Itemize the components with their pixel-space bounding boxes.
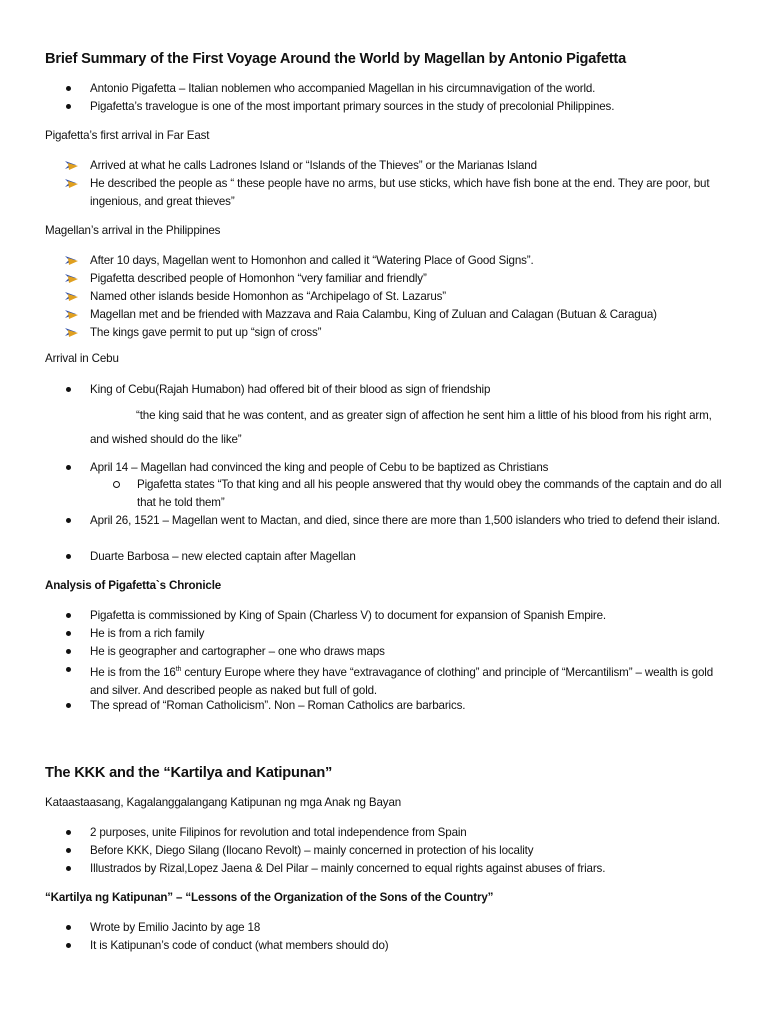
bullet-icon <box>66 649 71 654</box>
arrow-bullet-icon <box>64 254 80 266</box>
sub-bullet-icon <box>113 481 120 488</box>
list-item <box>90 661 720 700</box>
list-item: He is geographer and cartographer – one who draws maps <box>90 645 385 658</box>
list-item: April 26, 1521 – Magellan went to Mactan, and died, since there are more than 1,500 islanders who tried to defend their island. <box>90 514 720 527</box>
bullet-icon <box>66 703 71 708</box>
list-item: Duarte Barbosa – new elected captain after Magellan <box>90 550 356 563</box>
arrow-bullet-icon <box>64 177 80 189</box>
bullet-icon <box>66 830 71 835</box>
list-item-text: century Europe where they have “extravagance of clothing” and principle of “Mercantilism” – wealth is gold and silver. And described people as naked but full of gold. <box>90 665 713 697</box>
list-item: After 10 days, Magellan went to Homonhon and called it “Watering Place of Good Signs”. <box>90 254 534 267</box>
subheading-philippines: Magellan’s arrival in the Philippines <box>45 224 221 237</box>
list-item: April 14 – Magellan had convinced the king and people of Cebu to be baptized as Christians <box>90 461 549 474</box>
arrow-bullet-icon <box>64 290 80 302</box>
list-item: Arrived at what he calls Ladrones Island or “Islands of the Thieves” or the Marianas Island <box>90 159 537 172</box>
list-item: Pigafetta described people of Homonhon “very familiar and friendly” <box>90 272 427 285</box>
list-item: Magellan met and be friended with Mazzava and Raia Calambu, King of Zuluan and Calagan (Butuan & Caragua) <box>90 308 657 321</box>
bullet-icon <box>66 667 71 672</box>
subheading-kartilya: “Kartilya ng Katipunan” – “Lessons of the Organization of the Sons of the Country” <box>45 891 494 904</box>
list-item: He described the people as “ these people have no arms, but use sticks, which have fish bone at the end. They are poor, but ingenious, and great thieves” <box>90 177 710 208</box>
arrow-bullet-icon <box>64 326 80 338</box>
bullet-icon <box>66 86 71 91</box>
section2-subtitle: Kataastaasang, Kagalanggalangang Katipunan ng mga Anak ng Bayan <box>45 796 402 809</box>
list-item: 2 purposes, unite Filipinos for revolution and total independence from Spain <box>90 826 467 839</box>
superscript: th <box>175 666 182 673</box>
bullet-icon <box>66 104 71 109</box>
subheading-analysis: Analysis of Pigafetta`s Chronicle <box>45 579 222 592</box>
list-item: Antonio Pigafetta – Italian noblemen who accompanied Magellan in his circumnavigation of the world. <box>90 82 596 95</box>
bullet-icon <box>66 848 71 853</box>
list-item: It is Katipunan’s code of conduct (what members should do) <box>90 939 389 952</box>
sub-list-item: Pigafetta states “To that king and all his people answered that thy would obey the commands of the captain and do all that he told them” <box>137 478 722 509</box>
cebu-quote: “the king said that he was content, and as greater sign of affection he sent him a little of his blood from his right arm, and wished should do the like” <box>90 409 712 446</box>
list-item: Pigafetta’s travelogue is one of the most important primary sources in the study of precolonial Philippines. <box>90 100 615 113</box>
list-item: Wrote by Emilio Jacinto by age 18 <box>90 921 261 934</box>
list-item: Before KKK, Diego Silang (Ilocano Revolt) – mainly concerned in protection of his locality <box>90 844 534 857</box>
bullet-icon <box>66 554 71 559</box>
subheading-cebu: Arrival in Cebu <box>45 352 119 365</box>
list-item: Illustrados by Rizal,Lopez Jaena & Del Pilar – mainly concerned to equal rights against abuses of friars. <box>90 862 606 875</box>
bullet-icon <box>66 925 71 930</box>
list-item: King of Cebu(Rajah Humabon) had offered bit of their blood as sign of friendship <box>90 383 491 396</box>
list-item: He is from a rich family <box>90 627 205 640</box>
bullet-icon <box>66 631 71 636</box>
bullet-icon <box>66 518 71 523</box>
arrow-bullet-icon <box>64 308 80 320</box>
list-item: Pigafetta is commissioned by King of Spain (Charless V) to document for expansion of Spanish Empire. <box>90 609 607 622</box>
section2-title: The KKK and the “Kartilya and Katipunan” <box>45 765 333 781</box>
arrow-bullet-icon <box>64 272 80 284</box>
list-item: Named other islands beside Homonhon as “Archipelago of St. Lazarus” <box>90 290 446 303</box>
list-item: The spread of “Roman Catholicism”. Non – Roman Catholics are barbarics. <box>90 699 466 712</box>
bullet-icon <box>66 465 71 470</box>
bullet-icon <box>66 943 71 948</box>
list-item: The kings gave permit to put up “sign of cross” <box>90 326 322 339</box>
bullet-icon <box>66 613 71 618</box>
section1-title: Brief Summary of the First Voyage Around the World by Magellan by Antonio Pigafetta <box>45 51 626 67</box>
subheading-far-east: Pigafetta’s first arrival in Far East <box>45 129 210 142</box>
bullet-icon <box>66 866 71 871</box>
list-item-text: He is from the 16 <box>90 665 176 679</box>
bullet-icon <box>66 387 71 392</box>
arrow-bullet-icon <box>64 159 80 171</box>
